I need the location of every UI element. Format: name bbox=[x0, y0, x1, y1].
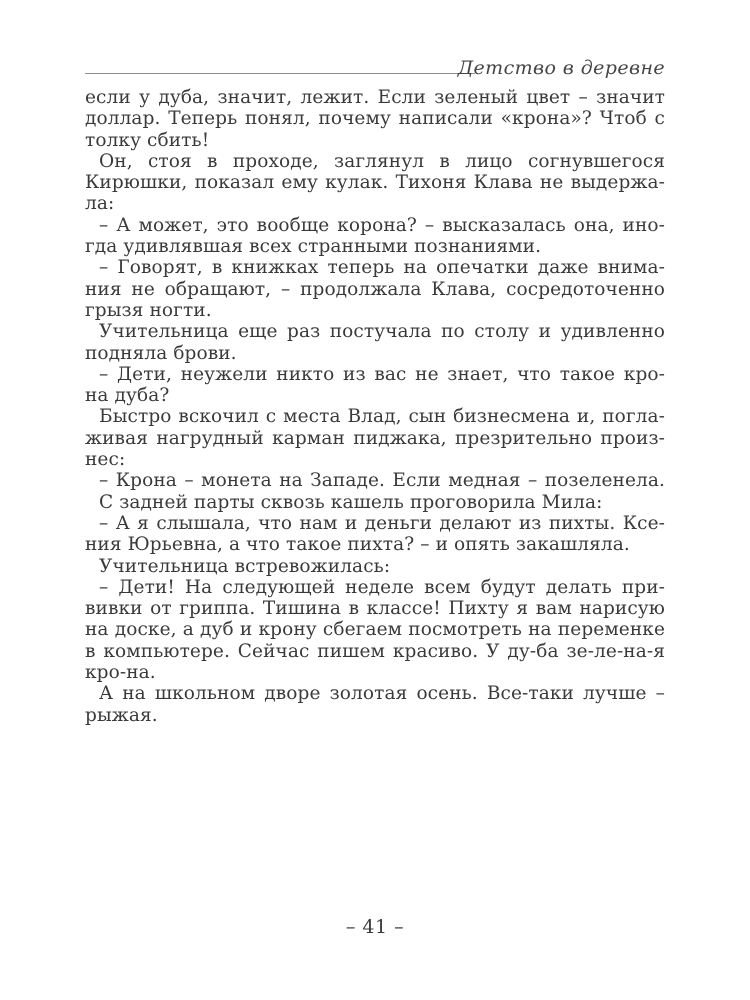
text-line: подняла брови. bbox=[85, 342, 237, 364]
text-line: – Дети! На следующей неделе всем будут делать при- bbox=[99, 576, 665, 598]
text-line: Быстро вскочил с места Влад, сын бизнесмена и, погла- bbox=[99, 406, 665, 428]
text-line: гда удивлявшая всех странными познаниями. bbox=[85, 236, 542, 258]
text-line: вивки от гриппа. Тишина в классе! Пихту я вам нарисую bbox=[85, 598, 665, 620]
text-line: – А может, это вообще корона? – высказалась она, ино- bbox=[99, 214, 665, 236]
text-line: Кирюшки, показал ему кулак. Тихоня Клава не выдержа- bbox=[85, 172, 665, 194]
text-line: ла: bbox=[85, 193, 115, 215]
text-line: Учительница встревожилась: bbox=[99, 555, 391, 577]
text-line: – Дети, неужели никто из вас не знает, что такое кро- bbox=[99, 363, 665, 385]
body-text bbox=[85, 87, 665, 726]
running-head-rule bbox=[85, 73, 475, 74]
text-line: рыжая. bbox=[85, 704, 158, 726]
text-line: – А я слышала, что нам и деньги делают из пихты. Ксе- bbox=[99, 512, 665, 534]
text-line: на доске, а дуб и крону сбегаем посмотреть на переменке bbox=[85, 619, 665, 641]
text-line: кро-на. bbox=[85, 662, 156, 684]
text-line: – Говорят, в книжках теперь на опечатки даже внима- bbox=[99, 257, 665, 279]
text-line: Он, стоя в проходе, заглянул в лицо согнувшегося bbox=[99, 150, 665, 172]
text-line: А на школьном дворе золотая осень. Все-таки лучше – bbox=[99, 683, 665, 705]
text-line: если у дуба, значит, лежит. Если зеленый цвет – значит bbox=[85, 87, 665, 108]
text-line: нес: bbox=[85, 449, 126, 471]
text-line: – Крона – монета на Западе. Если медная – позеленела. bbox=[99, 470, 665, 492]
text-line: Учительница еще раз постучала по столу и удивленно bbox=[99, 321, 665, 343]
text-line: грызя ногти. bbox=[85, 299, 212, 321]
text-line: ния Юрьевна, а что такое пихта? – и опять закашляла. bbox=[85, 534, 630, 556]
text-line: толку сбить! bbox=[85, 129, 210, 151]
text-line: С задней парты сквозь кашель проговорила Мила: bbox=[99, 491, 603, 513]
text-line: ния не обращают, – продолжала Клава, сосредоточенно bbox=[85, 278, 665, 300]
running-head-title: Детство в деревне bbox=[457, 57, 665, 79]
text-line: доллар. Теперь понял, почему написали «крона»? Чтоб с bbox=[85, 108, 665, 130]
text-line: живая нагрудный карман пиджака, презрительно произ- bbox=[85, 427, 665, 449]
page-number: – 41 – bbox=[345, 916, 405, 938]
text-line: на дуба? bbox=[85, 385, 170, 407]
text-line: в компьютере. Сейчас пишем красиво. У ду-ба зе-ле-на-я bbox=[85, 640, 665, 662]
